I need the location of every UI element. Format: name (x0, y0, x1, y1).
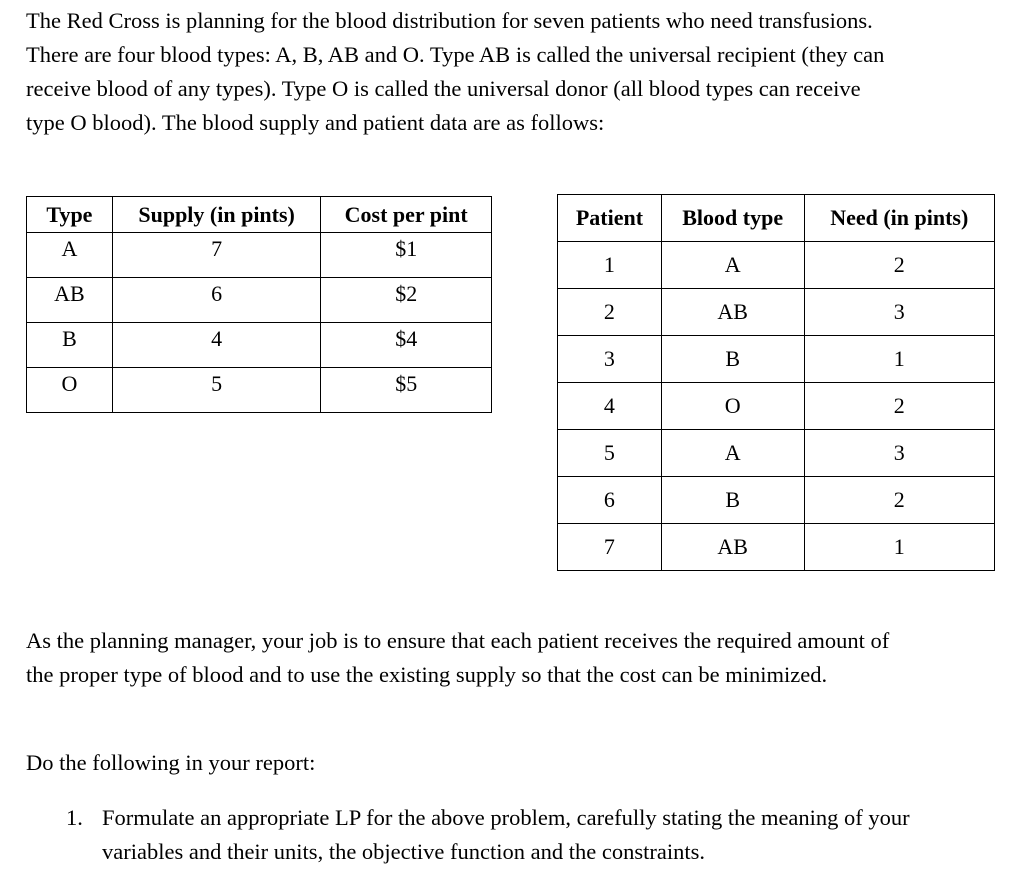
table-cell: A (661, 430, 804, 477)
table-cell: 1 (804, 524, 994, 571)
text-line: variables and their units, the objective function and the constraints. (102, 839, 705, 864)
table-row (27, 323, 492, 368)
text-line: the proper type of blood and to use the existing supply so that the cost can be minimized. (26, 662, 828, 687)
table-cell: AB (27, 278, 113, 323)
table-cell: 3 (558, 336, 662, 383)
table-row (27, 368, 492, 413)
table-cell: 7 (558, 524, 662, 571)
table-cell: $5 (321, 368, 492, 413)
table-row (558, 430, 995, 477)
text-line: type O blood). The blood supply and patient data are as follows: (26, 110, 605, 135)
table-cell: 1 (558, 242, 662, 289)
table-cell: B (661, 477, 804, 524)
table-row (558, 336, 995, 383)
table-cell: 3 (804, 430, 994, 477)
report-lead: Do the following in your report: (26, 750, 316, 775)
table-cell: 5 (558, 430, 662, 477)
column-header-blood-type: Blood type (661, 195, 804, 242)
table-row (558, 383, 995, 430)
table-row (558, 477, 995, 524)
table-cell: $2 (321, 278, 492, 323)
table-cell: 1 (804, 336, 994, 383)
table-cell: O (661, 383, 804, 430)
column-header-need: Need (in pints) (804, 195, 994, 242)
table-cell: 2 (804, 242, 994, 289)
text-line: receive blood of any types). Type O is called the universal donor (all blood types can receive (26, 76, 861, 101)
list-text (102, 801, 1017, 869)
table-cell: 2 (558, 289, 662, 336)
patient-needs-table (557, 194, 995, 571)
table-row (27, 233, 492, 278)
text-line: There are four blood types: A, B, AB and O. Type AB is called the universal recipient (they can (26, 42, 885, 67)
text-line: Formulate an appropriate LP for the above problem, carefully stating the meaning of your (102, 805, 910, 830)
table-cell: B (27, 323, 113, 368)
column-header-type: Type (27, 197, 113, 233)
table-header-row (27, 197, 492, 233)
table-cell: $4 (321, 323, 492, 368)
table-cell: 4 (558, 383, 662, 430)
intro-paragraph (26, 4, 1011, 140)
table-cell: 6 (112, 278, 321, 323)
text-line: As the planning manager, your job is to ensure that each patient receives the required amount of (26, 628, 890, 653)
blood-supply-table (26, 196, 492, 413)
column-header-supply: Supply (in pints) (112, 197, 321, 233)
table-cell: B (661, 336, 804, 383)
column-header-cost: Cost per pint (321, 197, 492, 233)
table-cell: A (661, 242, 804, 289)
column-header-patient: Patient (558, 195, 662, 242)
table-row (558, 289, 995, 336)
table-cell: 5 (112, 368, 321, 413)
table-cell: 3 (804, 289, 994, 336)
table-cell: 7 (112, 233, 321, 278)
text-line: The Red Cross is planning for the blood distribution for seven patients who need transfusions. (26, 8, 873, 33)
table-cell: 6 (558, 477, 662, 524)
table-cell: $1 (321, 233, 492, 278)
table-cell: AB (661, 524, 804, 571)
table-row (558, 524, 995, 571)
table-row (558, 242, 995, 289)
table-cell: 2 (804, 477, 994, 524)
table-cell: AB (661, 289, 804, 336)
table-cell: A (27, 233, 113, 278)
table-row (27, 278, 492, 323)
list-number: 1. (66, 805, 83, 830)
planning-paragraph (26, 624, 1011, 692)
table-header-row (558, 195, 995, 242)
table-cell: O (27, 368, 113, 413)
table-cell: 2 (804, 383, 994, 430)
table-cell: 4 (112, 323, 321, 368)
